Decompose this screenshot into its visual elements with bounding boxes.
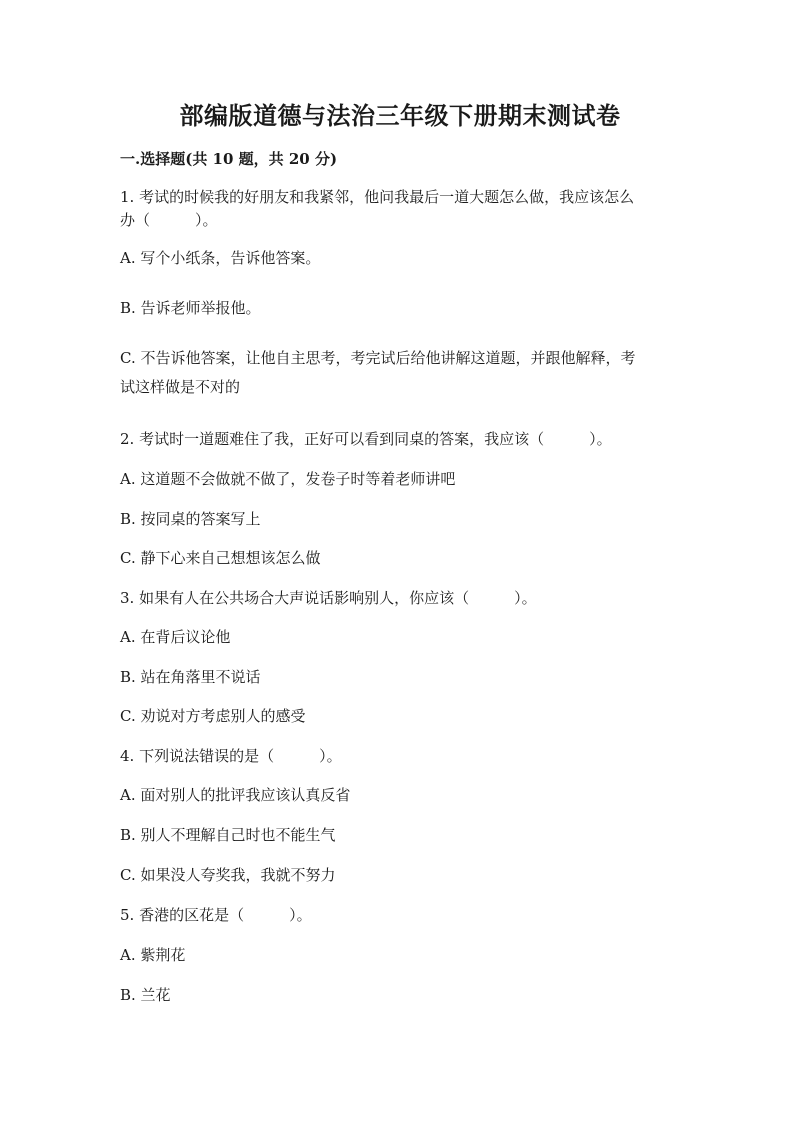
question-3-option-a: A. 在背后议论他 — [120, 628, 231, 646]
question-1-stem-line-2: 办（ ）。 — [120, 211, 218, 229]
question-5-stem: 5. 香港的区花是（ ）。 — [120, 906, 312, 924]
question-1-option-c-line-2: 试这样做是不对的 — [120, 378, 241, 396]
question-5-option-a: A. 紫荆花 — [120, 946, 186, 964]
question-4-option-a: A. 面对别人的批评我应该认真反省 — [120, 786, 351, 804]
question-2-option-c: C. 静下心来自己想想该怎么做 — [120, 549, 321, 567]
page-title: 部编版道德与法治三年级下册期末测试卷 — [179, 101, 621, 130]
question-1-option-b: B. 告诉老师举报他。 — [120, 299, 261, 317]
question-4-option-b: B. 别人不理解自己时也不能生气 — [120, 826, 336, 844]
question-4-stem: 4. 下列说法错误的是（ ）。 — [120, 747, 342, 765]
section-heading: 一.选择题(共 10 题，共 20 分) — [120, 150, 338, 168]
question-1-stem-line-1: 1. 考试的时候我的好朋友和我紧邻，他问我最后一道大题怎么做，我应该怎么 — [120, 188, 635, 206]
question-5-option-b: B. 兰花 — [120, 986, 171, 1004]
question-3-stem: 3. 如果有人在公共场合大声说话影响别人，你应该（ ）。 — [120, 589, 537, 607]
question-2-option-a: A. 这道题不会做就不做了，发卷子时等着老师讲吧 — [120, 470, 456, 488]
question-3-option-c: C. 劝说对方考虑别人的感受 — [120, 707, 306, 725]
question-2-stem: 2. 考试时一道题难住了我，正好可以看到同桌的答案，我应该（ ）。 — [120, 430, 612, 448]
question-1-option-a: A. 写个小纸条，告诉他答案。 — [120, 249, 321, 267]
question-4-option-c: C. 如果没人夸奖我，我就不努力 — [120, 866, 336, 884]
question-2-option-b: B. 按同桌的答案写上 — [120, 510, 261, 528]
question-3-option-b: B. 站在角落里不说话 — [120, 668, 261, 686]
question-1-option-c-line-1: C. 不告诉他答案，让他自主思考，考完试后给他讲解这道题，并跟他解释，考 — [120, 349, 636, 367]
